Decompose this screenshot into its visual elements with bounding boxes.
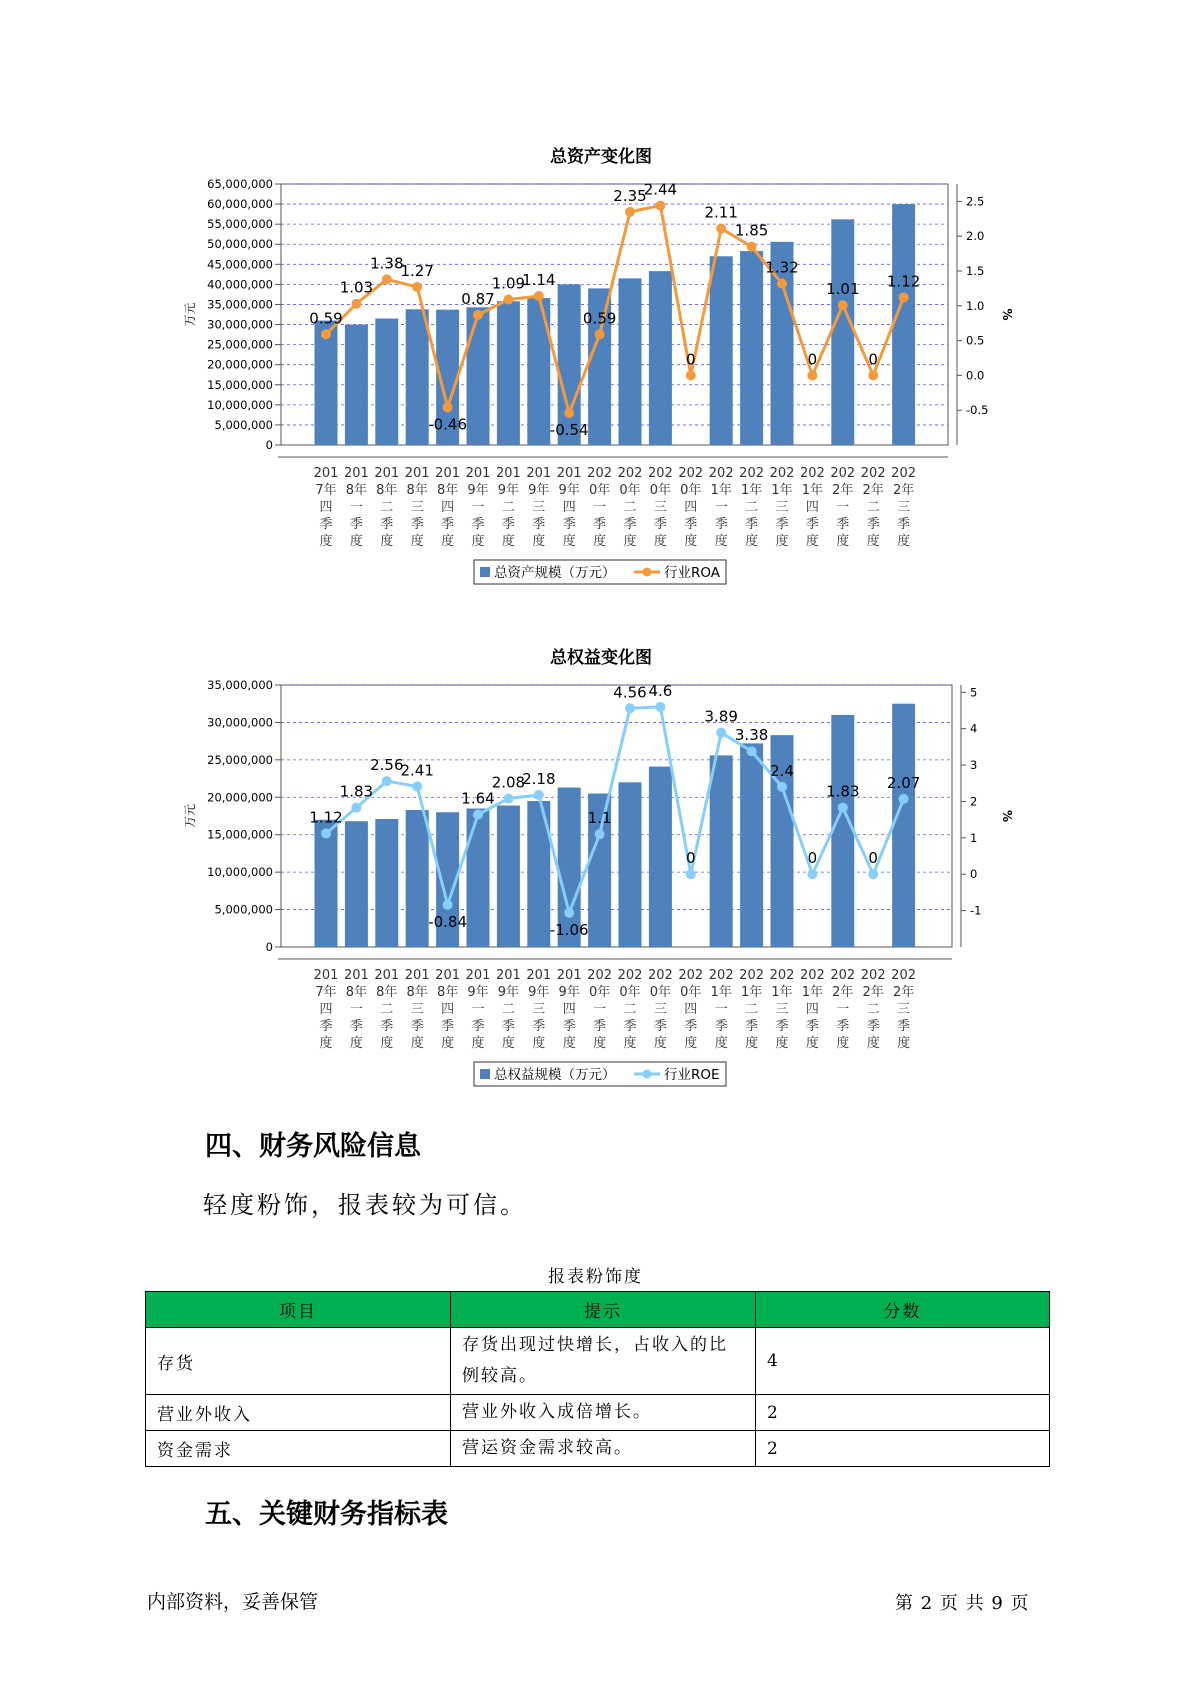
data-label: 2.11: [704, 203, 738, 222]
line-point: [868, 370, 878, 380]
x-tick-label: 202 0年四季度: [678, 466, 704, 549]
x-tick-label: 202 0年三季度: [647, 466, 673, 549]
x-tick-label: 201 9年二季度: [495, 466, 521, 549]
data-label: 0: [686, 350, 696, 369]
data-label: 2.4: [770, 761, 794, 780]
legend-line-label: 行业ROE: [664, 1067, 720, 1083]
x-tick-label: 202 0年一季度: [587, 466, 613, 549]
bar: [315, 820, 338, 947]
line-point: [686, 869, 696, 879]
line-point: [595, 329, 605, 339]
bar: [710, 256, 733, 445]
line-point: [412, 282, 422, 292]
line-point: [503, 295, 513, 305]
line-point: [716, 728, 726, 738]
y-tick-label: 15,000,000: [207, 827, 273, 842]
line-point: [899, 292, 909, 302]
y2-tick-label: 0: [970, 867, 978, 882]
data-label: 2.44: [643, 180, 678, 199]
chart-title: 总权益变化图: [550, 648, 652, 668]
y-tick-label: 35,000,000: [207, 297, 273, 312]
line-point: [382, 274, 392, 284]
bar: [649, 767, 672, 947]
legend-bar-swatch: [480, 567, 490, 577]
line-point: [625, 703, 635, 713]
y2-tick-label: 1.5: [966, 264, 985, 278]
x-tick-label: 201 9年三季度: [526, 466, 552, 549]
y-tick-label: 5,000,000: [214, 417, 273, 432]
y-tick-label: 10,000,000: [207, 865, 273, 880]
x-tick-label: 202 2年一季度: [830, 968, 856, 1051]
row-item: 存货: [146, 1328, 451, 1395]
bar: [497, 301, 520, 445]
bar: [649, 271, 672, 445]
x-tick-label: 201 7年四季度: [313, 466, 339, 549]
bar: [406, 309, 429, 445]
line-point: [443, 402, 453, 412]
data-label: 4.56: [613, 683, 647, 702]
line-point: [747, 746, 757, 756]
y-tick-label: 5,000,000: [214, 902, 273, 917]
line-point: [473, 810, 483, 820]
risk-table-caption: 报表粉饰度: [548, 1267, 643, 1287]
y-tick-label: 25,000,000: [207, 752, 273, 767]
line-point: [655, 201, 665, 211]
row-hint: 营运资金需求较高。: [451, 1431, 756, 1467]
x-tick-label: 201 8年二季度: [374, 968, 400, 1051]
legend-line-marker: [643, 568, 652, 577]
data-label: 2.35: [613, 186, 647, 205]
bar: [710, 755, 733, 947]
x-tick-label: 202 1年一季度: [708, 968, 734, 1051]
header-item: 项目: [146, 1292, 451, 1328]
y2-tick-label: 4: [970, 721, 978, 736]
x-tick-label: 201 9年一季度: [465, 968, 491, 1051]
bar: [892, 204, 915, 445]
data-label: 2.08: [491, 773, 526, 792]
y-axis-label: 万元: [183, 803, 197, 829]
x-tick-label: 202 0年一季度: [587, 968, 613, 1051]
bar: [497, 806, 520, 947]
line-point: [534, 790, 544, 800]
data-label: 4.6: [648, 681, 673, 700]
y2-axis-label: %: [1000, 308, 1014, 321]
x-tick-label: 201 7年四季度: [313, 968, 339, 1051]
y-tick-label: 60,000,000: [207, 197, 273, 212]
row-hint: 营业外收入成倍增长。: [451, 1395, 756, 1431]
x-tick-label: 201 8年一季度: [343, 466, 369, 549]
chart-title: 总资产变化图: [550, 147, 652, 167]
bar: [375, 819, 398, 947]
y2-tick-label: -1: [970, 903, 982, 918]
line-point: [321, 828, 331, 838]
data-label: 1.1: [587, 809, 612, 828]
bar: [345, 325, 368, 445]
line-point: [807, 370, 817, 380]
data-label: 3.89: [704, 707, 738, 726]
line-point: [747, 242, 757, 252]
bar: [345, 821, 368, 947]
x-tick-label: 202 1年三季度: [769, 968, 795, 1051]
data-label: 2.41: [400, 761, 434, 780]
y-tick-label: 40,000,000: [207, 277, 273, 292]
line-point: [321, 329, 331, 339]
y-tick-label: 55,000,000: [207, 217, 273, 232]
header-hint: 提示: [451, 1292, 756, 1328]
row-score: 2: [756, 1431, 1050, 1467]
table-row: [146, 1431, 1050, 1467]
x-tick-label: 202 1年二季度: [739, 466, 765, 549]
data-label: 0: [686, 849, 696, 868]
y-tick-label: 30,000,000: [207, 715, 273, 730]
risk-table: [145, 1291, 1050, 1467]
data-label: 2.18: [522, 769, 556, 788]
x-tick-label: 202 2年一季度: [830, 466, 856, 549]
y2-tick-label: 3: [970, 758, 978, 773]
legend-line-label: 行业ROA: [664, 565, 721, 581]
y-axis-label: 万元: [183, 302, 197, 327]
bar: [467, 809, 490, 947]
line-point: [564, 908, 574, 918]
x-tick-label: 202 0年二季度: [617, 466, 643, 549]
row-score: 2: [756, 1395, 1050, 1431]
x-tick-label: 201 8年二季度: [374, 466, 400, 549]
data-label: 1.83: [826, 782, 860, 801]
x-tick-label: 202 0年三季度: [647, 968, 673, 1051]
y2-tick-label: 2: [970, 794, 978, 809]
row-hint: 存货出现过快增长，占收入的比例较高。: [451, 1328, 756, 1395]
total-equity-chart-svg: [0, 600, 1191, 1100]
data-label: 1.32: [765, 258, 799, 277]
x-tick-label: 201 8年三季度: [404, 968, 430, 1051]
line-point: [655, 702, 665, 712]
data-label: -0.84: [428, 912, 468, 931]
x-tick-label: 201 9年一季度: [465, 466, 491, 549]
x-tick-label: 202 1年四季度: [799, 968, 825, 1051]
y2-tick-label: 5: [970, 685, 978, 700]
risk-table-header-row: [146, 1292, 1050, 1328]
y-tick-label: 50,000,000: [207, 237, 273, 252]
x-tick-label: 201 8年四季度: [435, 466, 461, 549]
data-label: 0: [868, 849, 878, 868]
x-tick-label: 202 1年一季度: [708, 466, 734, 549]
x-tick-label: 201 8年三季度: [404, 466, 430, 549]
line-point: [534, 291, 544, 301]
line-point: [503, 794, 513, 804]
y2-axis-label: %: [1000, 809, 1014, 823]
legend-line-marker: [643, 1070, 652, 1079]
data-label: 0.59: [309, 309, 343, 328]
data-label: 1.64: [461, 789, 495, 808]
line-point: [443, 900, 453, 910]
data-label: 0: [868, 350, 878, 369]
data-label: 1.01: [826, 280, 860, 299]
data-label: 2.07: [886, 773, 921, 792]
row-score: 4: [756, 1328, 1050, 1395]
kpi-section-heading: 五、关键财务指标表: [205, 1499, 448, 1530]
line-point: [625, 207, 635, 217]
data-label: 3.38: [734, 726, 769, 745]
risk-summary-text: 轻度粉饰，报表较为可信。: [203, 1191, 527, 1219]
y-tick-label: 0: [265, 438, 273, 452]
data-label: 1.14: [522, 271, 556, 290]
line-point: [351, 299, 361, 309]
data-label: 0.87: [461, 289, 495, 308]
line-point: [412, 782, 422, 792]
legend-bar-label: 总权益规模（万元）: [494, 1067, 616, 1083]
bar: [527, 298, 550, 445]
risk-section-heading: 四、财务风险信息: [205, 1131, 421, 1162]
line-point: [595, 829, 605, 839]
bar: [892, 704, 915, 947]
bar: [740, 743, 763, 947]
total-assets-chart-svg: [0, 0, 1191, 600]
data-label: -1.06: [549, 920, 589, 939]
y2-tick-label: 2.5: [966, 194, 985, 209]
x-tick-label: 202 2年二季度: [860, 466, 886, 549]
line-point: [777, 279, 787, 289]
y-tick-label: 35,000,000: [207, 678, 273, 692]
bar: [740, 251, 763, 445]
y-tick-label: 15,000,000: [207, 377, 273, 392]
bar: [831, 715, 854, 947]
row-item: 营业外收入: [146, 1395, 451, 1431]
y-tick-label: 65,000,000: [207, 177, 273, 191]
x-tick-label: 202 1年三季度: [769, 466, 795, 549]
line-point: [686, 370, 696, 380]
y2-tick-label: 0.0: [966, 368, 985, 383]
bar: [406, 810, 429, 947]
y-tick-label: 10,000,000: [207, 397, 273, 412]
x-tick-label: 202 2年二季度: [860, 968, 886, 1051]
data-label: 1.12: [886, 272, 921, 291]
line-point: [838, 803, 848, 813]
y2-tick-label: 2.0: [966, 229, 985, 244]
line-point: [351, 803, 361, 813]
bar: [375, 319, 398, 445]
bar: [619, 278, 642, 445]
x-tick-label: 201 9年三季度: [526, 968, 552, 1051]
data-label: 2.56: [370, 756, 404, 775]
data-label: 1.85: [734, 221, 769, 240]
data-label: 1.12: [309, 808, 343, 827]
line-point: [868, 869, 878, 879]
data-label: 1.03: [339, 278, 374, 297]
x-tick-label: 201 9年四季度: [556, 466, 582, 549]
y-tick-label: 20,000,000: [207, 357, 273, 372]
y-tick-label: 30,000,000: [207, 317, 273, 332]
y2-tick-label: 0.5: [966, 333, 985, 348]
line-point: [473, 310, 483, 320]
footer-confidential: 内部资料，妥善保管: [147, 1591, 319, 1613]
line-point: [564, 408, 574, 418]
x-tick-label: 202 2年三季度: [891, 466, 917, 549]
data-label: 1.27: [400, 262, 434, 281]
row-item: 资金需求: [146, 1431, 451, 1467]
x-tick-label: 201 8年四季度: [435, 968, 461, 1051]
line-point: [716, 224, 726, 234]
line-point: [838, 300, 848, 310]
bar: [467, 307, 490, 445]
footer-page-number: 第 2 页 共 9 页: [895, 1593, 1030, 1614]
bar: [619, 782, 642, 947]
x-tick-label: 201 9年四季度: [556, 968, 582, 1051]
line-point: [807, 869, 817, 879]
data-label: 0.59: [582, 309, 617, 328]
total-equity-chart: [0, 600, 1191, 1100]
data-label: 1.38: [370, 254, 404, 273]
data-label: -0.54: [549, 420, 589, 439]
data-label: -0.46: [428, 415, 468, 434]
data-label: 1.09: [491, 274, 526, 293]
data-label: 0: [807, 849, 818, 868]
y2-tick-label: -0.5: [966, 403, 989, 418]
y-tick-label: 20,000,000: [207, 790, 273, 805]
y-tick-label: 45,000,000: [207, 257, 273, 272]
data-label: 1.83: [339, 782, 374, 801]
x-tick-label: 201 9年二季度: [495, 968, 521, 1051]
y2-tick-label: 1: [970, 830, 978, 845]
x-tick-label: 202 1年二季度: [739, 968, 765, 1051]
legend-bar-label: 总资产规模（万元）: [494, 565, 616, 581]
table-row: [146, 1395, 1050, 1431]
x-tick-label: 202 1年四季度: [799, 466, 825, 549]
x-tick-label: 202 2年三季度: [891, 968, 917, 1051]
x-tick-label: 201 8年一季度: [343, 968, 369, 1051]
y2-tick-label: 1.0: [966, 298, 985, 313]
legend-bar-swatch: [480, 1069, 490, 1079]
table-row: [146, 1328, 1050, 1395]
line-point: [382, 776, 392, 786]
line-point: [899, 794, 909, 804]
y-tick-label: 0: [265, 940, 273, 954]
y-tick-label: 25,000,000: [207, 337, 273, 352]
data-label: 0: [807, 350, 818, 369]
line-point: [777, 782, 787, 792]
header-score: 分数: [756, 1292, 1050, 1328]
x-tick-label: 202 0年二季度: [617, 968, 643, 1051]
bar: [831, 219, 854, 445]
x-tick-label: 202 0年四季度: [678, 968, 704, 1051]
total-assets-chart: [0, 0, 1191, 600]
